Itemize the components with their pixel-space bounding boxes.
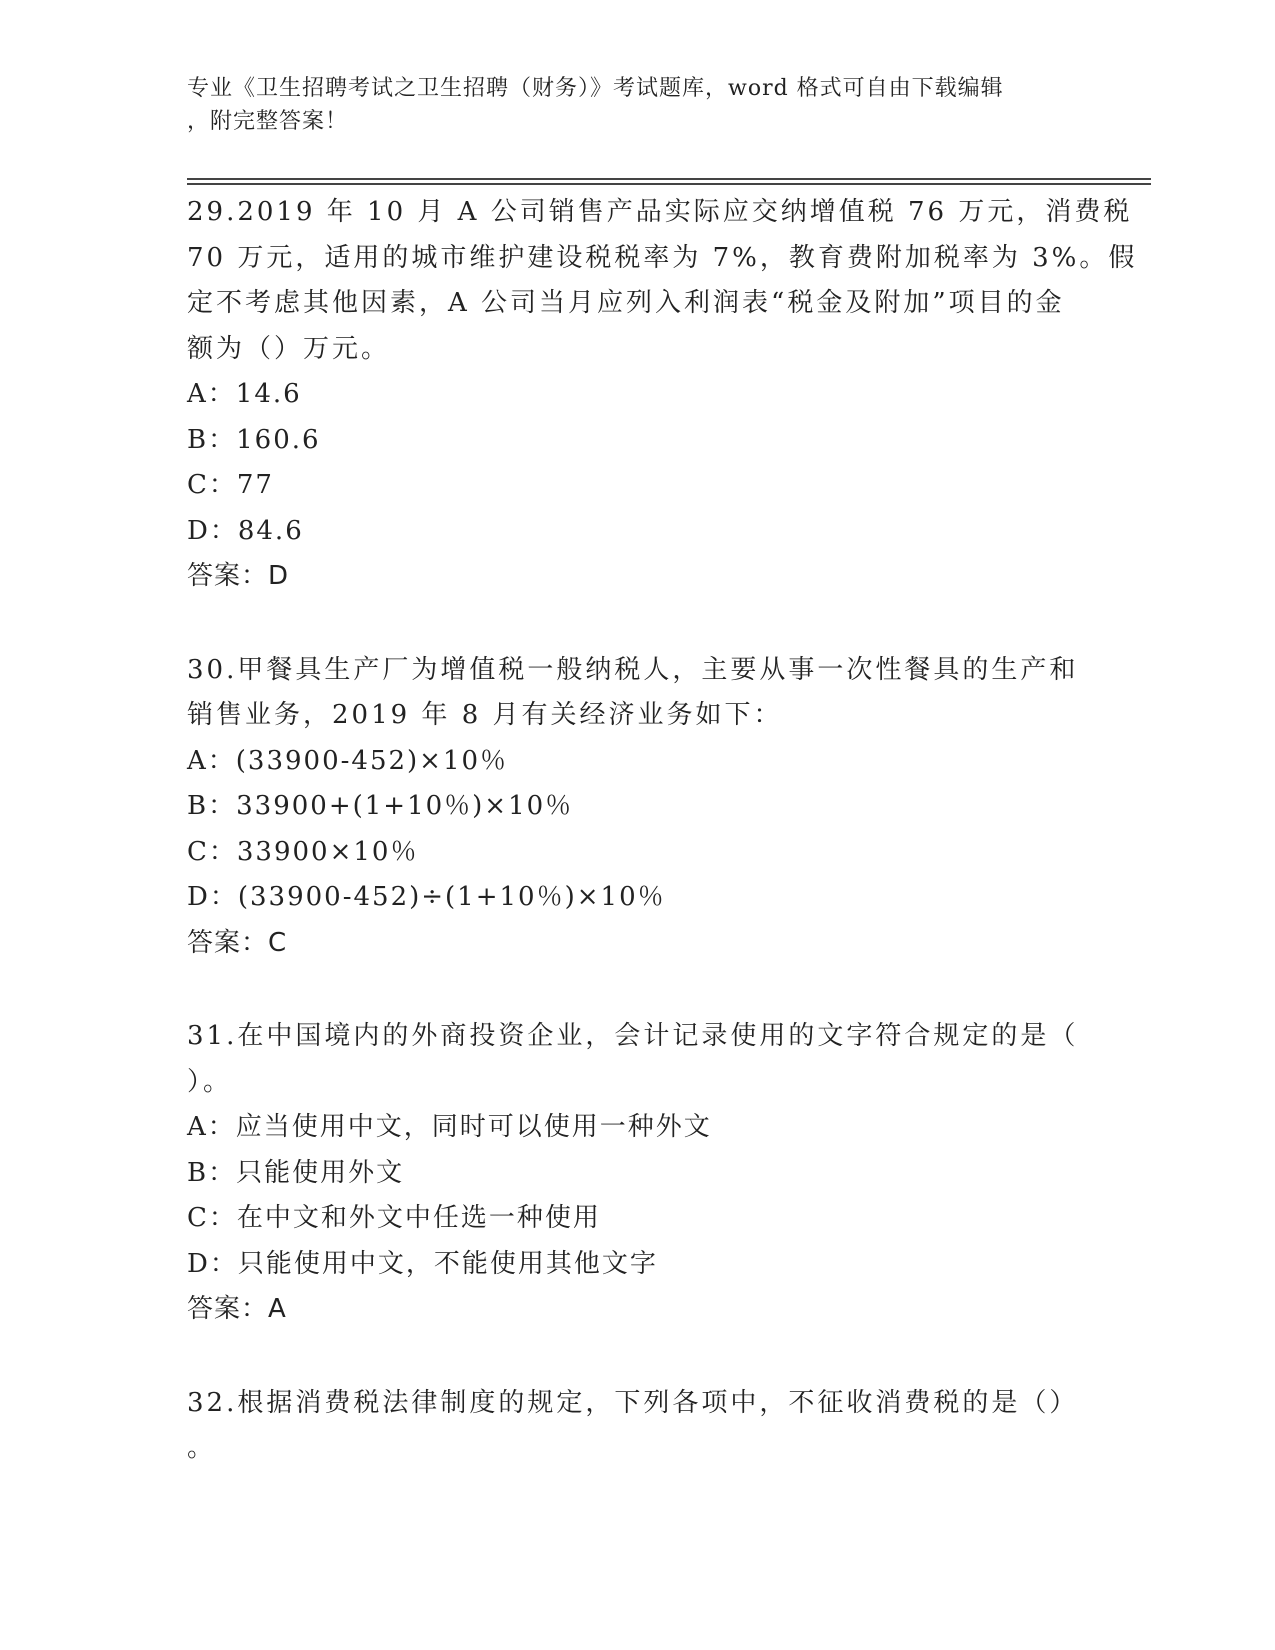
option-c: C：33900×10％ [187,836,419,867]
option-d: D：只能使用中文，不能使用其他文字 [187,1248,658,1279]
question-30 [187,648,1087,967]
answer-line: 答案：C [187,927,288,958]
option-b: B：160.6 [187,424,321,455]
question-stem-line: 定不考虑其他因素，A 公司当月应列入利润表“税金及附加”项目的金 [187,288,1065,318]
option-c: C：在中文和外文中任选一种使用 [187,1203,601,1233]
question-31 [187,1014,1087,1333]
question-32 [187,1381,1087,1472]
option-b: B：只能使用外文 [187,1157,405,1188]
header-line-2: ，附完整答案！ [187,109,349,134]
option-b: B：33900+(1+10％)×10％ [187,791,574,821]
question-stem-line: 32.根据消费税法律制度的规定，下列各项中，不征收消费税的是（） [187,1387,1079,1418]
question-stem-line: 30.甲餐具生产厂为增值税一般纳税人，主要从事一次性餐具的生产和 [187,654,1079,685]
question-stem-line: 销售业务，2019 年 8 月有关经济业务如下： [187,700,783,730]
answer-line: 答案：A [187,1294,287,1324]
header-divider-top [187,178,1151,180]
header-divider-bottom [187,183,1151,185]
question-stem-line: 29.2019 年 10 月 A 公司销售产品实际应交纳增值税 76 万元，消费税 [187,197,1133,227]
option-a: A：应当使用中文，同时可以使用一种外文 [187,1112,712,1142]
question-stem-line: 。 [187,1433,217,1463]
option-c: C：77 [187,470,274,500]
header-line-1: 专业《卫生招聘考试之卫生招聘（财务）》考试题库，word 格式可自由下载编辑 [187,76,1004,101]
question-29 [187,190,1138,600]
option-d: D：(33900-452)÷(1+10％)×10％ [187,882,666,912]
question-stem-line: 70 万元，适用的城市维护建设税税率为 7%，教育费附加税率为 3%。假 [187,242,1138,273]
document-header [187,72,1067,138]
option-a: A：(33900-452)×10％ [187,745,509,776]
answer-line: 答案：D [187,561,290,591]
option-a: A：14.6 [187,379,302,409]
question-list [187,190,1138,1520]
question-stem-line: ）。 [187,1066,233,1097]
option-d: D：84.6 [187,515,304,546]
question-stem-line: 31.在中国境内的外商投资企业，会计记录使用的文字符合规定的是（ [187,1021,1079,1051]
question-stem-line: 额为（）万元。 [187,333,391,364]
